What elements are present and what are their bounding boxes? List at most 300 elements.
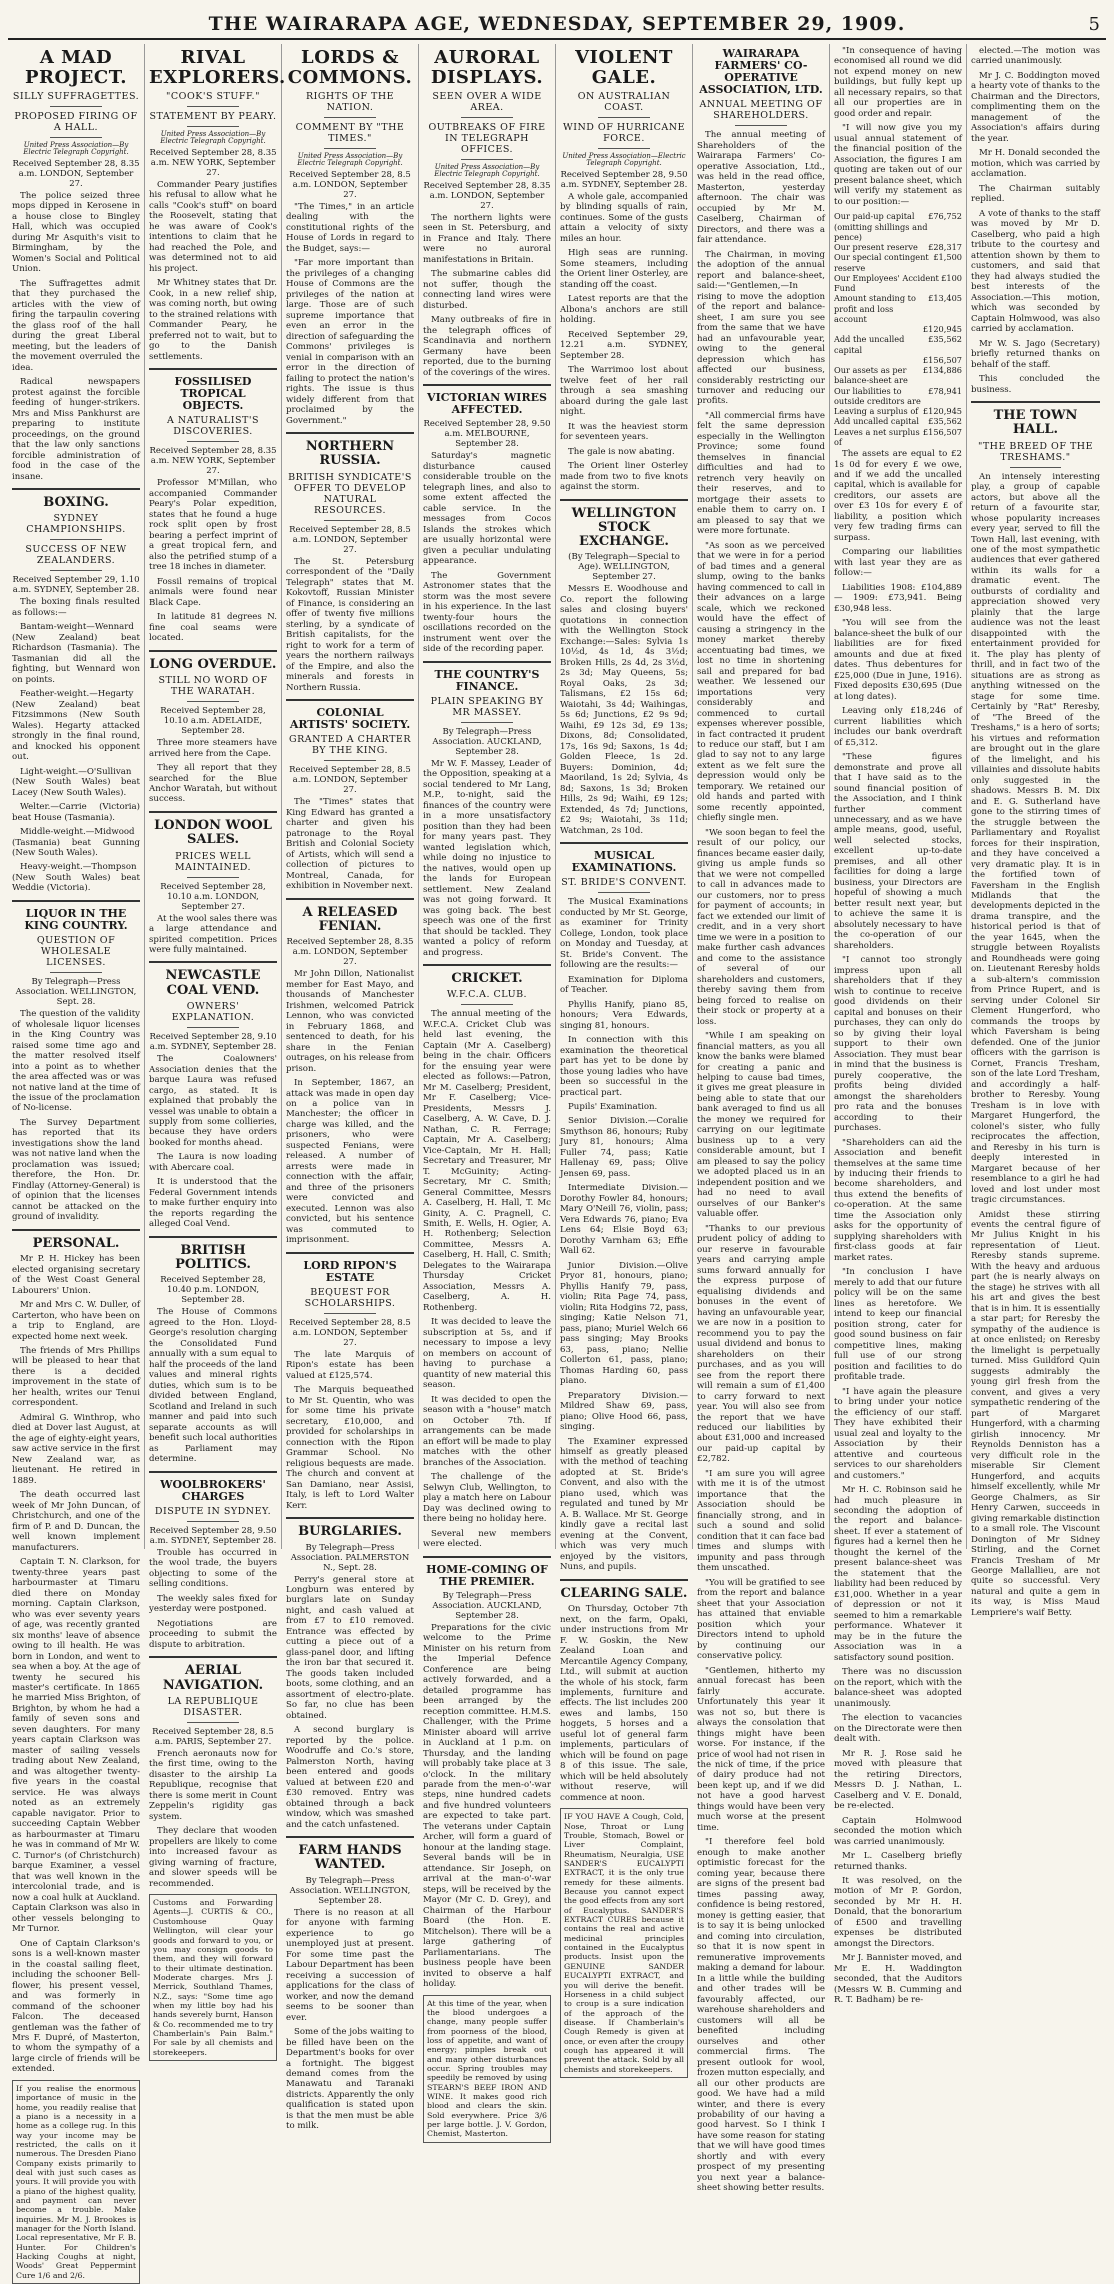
article-dateline: (By Telegraph—Special to Age). WELLINGTON, September 27. [568, 552, 680, 583]
article-subheading: "COOK'S STUFF." [166, 90, 260, 102]
table-label: Leaving a surplus of [834, 406, 919, 417]
article-paragraph: In connection with this examination the theoretical part has yet to be done by those young ladies who have been so successful in the practical part. [560, 1035, 688, 1098]
short-rule [1010, 467, 1062, 468]
article-headline: WAIRARAPA FARMERS' CO-OPERATIVE ASSOCIATION, LTD. [699, 47, 823, 97]
article-headline: LORDS & COMMONS. [287, 47, 413, 88]
wire-credit: United Press Association—By Electric Telegraph Copyright. [160, 129, 266, 146]
article-subheading: OWNERS' EXPLANATION. [171, 1001, 255, 1024]
table-label: Our special contingent reserve [834, 252, 929, 273]
article-subheading: ON AUSTRALIAN COAST. [577, 90, 671, 113]
article-headline: MUSICAL EXAMINATIONS. [571, 849, 677, 875]
section-divider [423, 661, 551, 663]
article-paragraph: "Thanks to our previous prudent policy of adding to our reserve in favourable years and carrying ample sums forward annually for the express purpose of equalising dividends and bonuses in the event of having an unfavourable year, we are now in a position to recommend you to pay the usual dividend and bonus to shareholders on their purchases, and as you will see from the report there will remain a sum of £1,400 to carry forward to next year. You will also see from the report that we have reduced our liabilities by about £31,000 and increased our paid-up capital by £2,782. [697, 1223, 825, 1465]
section-divider [12, 488, 140, 490]
section-divider [149, 1471, 277, 1473]
article-paragraph: Received September 29, 12.21 a.m. SYDNEY, September 28. [560, 329, 688, 361]
article [423, 964, 551, 1550]
article-paragraph: Messrs E. Woodhouse and Co. report the following sales and closing buyers' quotations in connection with the Wellington Stock Exchange:—Sales: Sylvia 1s 10½d, 4s 1d, 4s 3½d; Broken Hills, 2s 4d, 2s 3½d, 2s 3d; May Queens, 5s; Royal Oaks, 2s 3d; Talismans, £2 15s 6d; Waiotahi, 3s 4d; Waihingas, 5s 6d; Junctions, £2 9s 9d; Waihi, £9 12s 3d, £9 13s; Dixons, 8d; Consolidated, 17s, 16s 9d; Saxons, 1s 4d; Golden Fleece, 1s 2d. Buyers: Dominion, 4d; Maoriland, 1s 2d; Sylvia, 4s 8d; Saxons, 1s 3d; Broken Hills, 2s 9d; Waihi, £9 12s; Extended, 4s 7d; Junctions, £2 9s; Waiotahi, 3s 11d; Watchman, 2s 10d. [560, 584, 688, 836]
table-label: Our paid-up capital (omitting shillings and pence) [834, 211, 928, 242]
article-subheading: COMMENT BY "THE TIMES." [295, 121, 405, 144]
article-paragraph: Intermediate Division.—Dorothy Fowler 84, honours; Mary O'Neill 76, violin, pass; Vera Edwards 76, piano; Eva Lens 64; Elsie Boyd 63; Dorothy Varnham 63; Effie Wall 62. [560, 1183, 688, 1257]
short-rule [187, 877, 238, 878]
article-paragraph: Mr W. F. Massey, Leader of the Opposition, speaking at a social tendered to Mr Lang, M.P., to-night, said the finances of the country were in a more unsatisfactory position than they had been for many years past. They wanted legislation which, while doing no injustice to the natives, would open up the lands for European settlement. New Zealand was not going forward. It was going back. The best speech was one of the first that should be tackled. They wanted a policy of reform and progress. [423, 758, 551, 958]
table-value: £120,945 [922, 406, 962, 417]
article [286, 1836, 414, 2132]
article-subheading: SILLY SUFFRAGETTES. [12, 90, 140, 102]
short-rule [324, 760, 375, 761]
table-label: Leaves a net surplus of [834, 426, 920, 447]
short-rule [50, 539, 101, 540]
article-paragraph: Some of the jobs waiting to be filled have been on the Department's books for over a fortnight. The biggest demand comes from the Manawatu and Taranaki districts. Apparently the only qualification is stated upon is that the men must be able to milk. [286, 2027, 414, 2132]
article [149, 650, 277, 805]
news-column [419, 44, 556, 2139]
article-subheading: WIND OF HURRICANE FORCE. [562, 121, 686, 144]
article-paragraph: "We soon began to feel the result of our policy, our finances became easier daily, giving us ample funds so that we were not compelled to call in advances made to our customers, nor to press for payment of accounts; in fact we extended our limit of credit, and in a very short time we were in a position to make further cash advances and come to the assistance of several of our shareholders and customers, thereby saving them from being forced to realise on their stock or property at a loss. [697, 827, 825, 1027]
article-headline: LORD RIPON'S ESTATE [303, 1258, 397, 1284]
article-paragraph: Mr R. J. Rose said he moved with pleasure that the retiring Directors, Messrs D. J. Nathan, L. Caselberg and V. E. Donald, be re-elected. [834, 1748, 962, 1812]
article-subheading: "THE BREED OF THE TRESHAMS." [977, 440, 1094, 463]
table-value: £100 [941, 272, 962, 283]
short-rule [324, 1313, 375, 1314]
article-headline: VICTORIAN WIRES AFFECTED. [427, 391, 547, 417]
article-paragraph: "Far more important than the privileges of a changing House of Commons are the privileges of the nation at large. Those are of such supreme importance that even an error in the direction of safeguarding the Commons' privileges is venial in comparison with an error in the direction of failing to protect the nation's rights. The issue is thus widely different from that proclaimed by the Government." [286, 258, 414, 426]
advertisement-box: Customs and Forwarding Agents—J. CURTIS & CO., Customhouse Quay Wellington, will clear your goods and forward to you, or you may consign goods to them, and they will forward to their ultimate destination. Moderate charges. Mrs J. Merrick, Southland Thames, N.Z., says: "Some time ago when my little boy had his hands severely burnt, Hanson & Co. recommended me to try Chamberlain's Pain Balm." For sale by all chemists and storekeepers. [149, 1894, 277, 2061]
article-paragraph: Mr W. S. Jago (Secretary) briefly returned thanks on behalf of the staff. [971, 338, 1100, 370]
article-paragraph: They declare that wooden propellers are likely to come into increased favour as giving warning of fracture, and slower speeds will be recommended. [149, 1826, 277, 1889]
article-headline: COLONIAL ARTISTS' SOCIETY. [289, 706, 411, 732]
article-paragraph: Several new members were elected. [423, 1528, 551, 1550]
article-headline: LIQUOR IN THE KING COUNTRY. [24, 906, 128, 933]
table-row [834, 416, 962, 426]
article [560, 48, 688, 493]
article-headline: THE TOWN HALL. [993, 408, 1078, 438]
article-subheading: PROPOSED FIRING OF A HALL. [14, 110, 138, 133]
article-paragraph: Mr John Dillon, Nationalist member for East Mayo, and thousands of Manchester Irishmen, welcomed Patrick Lennon, who was convicted in February 1868, and sentenced to death, for his share in the Fenian outrages, on his release from prison. [286, 969, 414, 1074]
article-dateline: Received September 28, 9.50 a.m. SYDNEY, September 28. [149, 1525, 277, 1546]
article-paragraph: Heavy-weight.—Thompson (New South Wales) beat Weddie (Victoria). [12, 862, 140, 894]
article [149, 47, 286, 362]
short-rule [598, 892, 649, 893]
table-label: Add the uncalled capital [834, 334, 905, 355]
article-paragraph: "I cannot too strongly impress upon all shareholders that if they wish to continue to receive good dividends on their capital and bonuses on their purchases, they can only do so by giving their loyal support to their own Association. They must bear in mind that the business is purely cooperative, the profits being divided amongst the shareholders pro rata and the bonuses according to their purchases. [834, 955, 962, 1134]
table-row [834, 252, 962, 273]
article-paragraph: It is understood that the Federal Government intends to make further enquiry into the reports regarding the alleged Coal Vend. [149, 1177, 277, 1230]
article [286, 1252, 414, 1511]
article [149, 811, 277, 956]
article-paragraph: Leaving only £18,246 of current liabilities which includes our bank overdraft of £5,312. [834, 706, 962, 748]
table-value: £35,562 [928, 334, 962, 345]
article-paragraph: The Government Astronomer states that the storm was the most severe in his experience. In the last twenty-four hours the oscillations recorded on the instrument went over the side of the recording paper. [423, 570, 551, 655]
article-dateline: By Telegraph—Press Association. WELLINGTON, September 28. [289, 1875, 411, 1906]
article [423, 48, 551, 378]
article [149, 961, 277, 1229]
article [423, 384, 551, 654]
article-paragraph: Commander Peary justifies his refusal to allow what he calls "Cook's stuff" on board the Roosevelt, stating that he was aware of Cook's intentions to claim that he had reached the Pole, and was determined not to aid his project. [149, 179, 277, 274]
article [149, 1656, 277, 2061]
article-paragraph: The question of the validity of wholesale liquor licenses in the King Country was raised some time ago and the matter resolved itself into a point as to whether the area affected was or was not native land at the time of the issue of the proclamation of No-license. [12, 1009, 140, 1114]
section-divider [560, 842, 688, 844]
news-column [830, 44, 967, 2006]
table-label: Our Employees' Accident Fund [834, 272, 939, 294]
article-dateline: Received September 28, 8.35 a.m. LONDON, September 27. [286, 937, 414, 968]
article [560, 842, 688, 1573]
article-paragraph: "I have again the pleasure to bring under your notice the efficiency of our staff. They have exhibited their usual zeal and loyalty to the Association by their attentive and courteous services to our shareholders and customers." [834, 1386, 962, 1481]
article-paragraph: Middle-weight.—Midwood (Tasmania) beat Gunning (New South Wales). [12, 827, 140, 858]
article-headline: AERIAL NAVIGATION. [162, 1663, 264, 1693]
article-headline: NORTHERN RUSSIA. [305, 439, 395, 469]
article-headline: LONDON WOOL SALES. [154, 817, 272, 848]
section-divider [423, 384, 551, 386]
article-paragraph: The Suffragettes admit that they purchased the articles with the view of firing the tarpaulin covering the glass roof of the hall during the great Liberal meeting, but the leaders of the movement overruled the idea. [12, 278, 140, 373]
table-value: £28,317 [928, 242, 962, 253]
article-subheading: PLAIN SPEAKING BY MR MASSEY. [430, 695, 544, 718]
section-divider [149, 1236, 277, 1238]
article-paragraph: The assets are equal to £2 1s 0d for every £ we owe, and if we add the uncalled capital, which is available for creditors, our assets are over £3 10s for every £ of liability, a position which very few trading firms can surpass. [834, 449, 962, 543]
article-paragraph: It was the heaviest storm for seventeen years. [560, 421, 688, 443]
article-paragraph: Mr H. Donald seconded the motion, which was carried by acclamation. [971, 148, 1100, 180]
table-value: £13,405 [928, 293, 962, 304]
short-rule [50, 972, 101, 973]
table-value: £156,507 [922, 426, 962, 437]
table-value: £134,886 [922, 365, 962, 376]
article [149, 1236, 277, 1465]
article-headline: FOSSILISED TROPICAL OBJECTS. [174, 375, 252, 413]
article-paragraph: Saturday's magnetic disturbance caused considerable trouble on the telegraph lines, and also to some extent affected the cable service. In the messages from Cocos Islands the strokes which are usually horizontal were given a peculiar undulating appearance. [423, 451, 551, 567]
short-rule [187, 106, 238, 107]
article-headline: LONG OVERDUE. [149, 656, 277, 672]
section-divider [12, 900, 140, 902]
article-subheading: SEEN OVER A WIDE AREA. [432, 90, 542, 113]
article-headline: WOOLBROKERS' CHARGES [160, 1477, 266, 1503]
table-row [834, 427, 962, 448]
article [286, 699, 414, 892]
article-paragraph: Admiral G. Winthrop, who died at Dover last August, at the age of eighty-eight years, saw active service in the first New Zealand war, as lieutenant. He retired in 1889. [12, 1412, 140, 1486]
table-row [834, 324, 962, 334]
article-paragraph: Mr L. Caselberg briefly returned thanks. [834, 1851, 962, 1872]
article-paragraph: Mr J. Bannister moved, and Mr E. H. Waddington seconded, that the Auditors (Messrs W. B. Cumming and R. T. Badham) be re- [834, 1953, 962, 2006]
article-paragraph: Radical newspapers protest against the forcible feeding of hunger-strikers. Mrs and Miss Pankhurst are preparing to institute proceedings, on the ground that the law only sanctions forcible administration of food in the case of the insane. [12, 377, 140, 482]
short-rule [187, 1027, 238, 1028]
article-subheading: QUESTION OF WHOLESALE LICENSES. [36, 935, 116, 969]
article-paragraph: Three more steamers have arrived here from the Cape. [149, 738, 277, 759]
table-row [834, 355, 962, 365]
article-paragraph: A second burglary is reported by the police. Woodruffe and Co.'s store, Palmerston North, having been entered and goods valued at between £20 and £30 removed. Entry was obtained through a back window, which was smashed and the catch unfastened. [286, 1725, 414, 1830]
article-dateline: Received September 28, 8.5 a.m. LONDON, September 27. [289, 1317, 411, 1348]
short-rule [324, 520, 375, 521]
article-headline: NEWCASTLE COAL VEND. [165, 968, 261, 998]
article [834, 449, 962, 2006]
short-rule [187, 701, 238, 702]
article-paragraph: The election to vacancies on the Directorate were then dealt with. [834, 1713, 962, 1745]
article-headline: A RELEASED FENIAN. [302, 904, 398, 934]
masthead [8, 6, 1106, 40]
article-headline: WELLINGTON STOCK EXCHANGE. [571, 505, 677, 550]
article-headline: BOXING. [43, 495, 109, 511]
table-label: Our present reserve [834, 242, 918, 253]
news-column [282, 44, 419, 2132]
article-subheading: STILL NO WORD OF THE WARATAH. [158, 675, 268, 698]
article-dateline: Received September 28, 8.5 a.m. LONDON, September 27. [289, 524, 411, 555]
article-headline: FARM HANDS WANTED. [298, 1843, 402, 1873]
section-divider [286, 1836, 414, 1838]
article-paragraph: The gale is now abating. [568, 446, 675, 457]
article-headline: A MAD PROJECT. [24, 47, 128, 88]
article-subheading: ANNUAL MEETING OF SHAREHOLDERS. [699, 99, 823, 122]
article [12, 900, 140, 1223]
article-headline: CLEARING SALE. [560, 1585, 688, 1601]
advertisement-box: At this time of the year, when the blood undergoes a change, many people suffer from poorness of the blood, loss of appetite, and want of energy; pimples break out and many other disturbances occur. Spring troubles may speedily be removed by using STEARN'S BEEF IRON AND WINE. It makes good rich blood and clears the skin. Sold everywhere. Price 3/6 per large bottle. J. V. Gordon, Chemist, Masterton. [423, 1995, 551, 2143]
article-paragraph: The St. Petersburg correspondent of the "Daily Telegraph" states that M. Kokovtoff, Russian Minister of Finance, is considering an offer of twenty five millions sterling, by a syndicate of British capitalists, for the right to work for a term of years the northern railways of the Empire, and also the minerals and forests in Northern Russia. [286, 556, 414, 693]
short-rule [187, 126, 238, 127]
article [149, 1471, 277, 1651]
article-dateline: By Telegraph—Press Association. AUCKLAND, September 28. [432, 726, 542, 757]
table-label: Our assets as per balance-sheet are [834, 365, 908, 386]
article-dateline: Received September 28, 8.35 a.m. LONDON, September 27. [423, 180, 551, 211]
article [12, 1229, 140, 2284]
section-divider [286, 1517, 414, 1519]
article-paragraph: An intensely interesting play, a group of capable actors, but above all the return of a favourite star, whose popularity increases every year, served to fill the Town Hall, last evening, with one of the most sympathetic audiences that ever gathered within its walls for a dramatic event. The outbursts of cordiality and appreciation showed very plainly that the large audience was not the least disappointed with the entertainment provided for it. The play has plenty of thrill, and in fact two of the situations are as strong as anything witnessed on the stage for some time. Certainly by "Rat" Reresby, of "The Breed of the Treshams," is a hero of sorts; his virtues and reformation are brought out in the glare of the limelight, and his villainies and dissolute habits only suggested in the shadows. Messrs B. M. Dix and E. G. Sutherland have gone to the stirring times of the struggle between the Parliamentary and Royalist forces for their inspiration, and they have conceived a very dramatic play. It is in the fortified town of Faversham in the English Midlands that the developments depicted in the drama transpire, and the historical period is that of the year 1645, when the struggle between Royalists and Roundheads were going on. Lieutenant Reresby holds a sub-altern's commission from Prince Rupert, and is serving under Colonel Sir Clement Hungerford, who commands the troops by which Faversham is being defended. One of the junior officers with the garrison is Cornet, Francis Tresham, son of the late Lord Tresham, and accordingly a half-brother to Reresby. Young Tresham is in love with Margaret Hungerford, the colonel's sister, who fully reciprocates the affection, and Reresby in his turn is deeply interested in Margaret because of her resemblance to a girl he had loved and lost under most tragic circumstances. [971, 471, 1100, 1206]
article-paragraph: The boxing finals resulted as follows:— [12, 597, 140, 618]
article-dateline: Received September 28, 9.50 a.m. MELBOURNE, September 28. [423, 419, 551, 450]
article-paragraph: Preparatory Division.—Mildred Shaw 69, pass, piano; Olive Hood 66, pass, singing. [560, 1390, 688, 1433]
short-rule [461, 1004, 512, 1005]
section-divider [560, 1579, 688, 1581]
article-paragraph: The challenge of the Selwyn Club, Wellington, to play a match here on Labour Day was declined owing to there being no holiday here. [423, 1472, 551, 1525]
article-dateline: Received September 28, 8.35 a.m. NEW YORK, September 27. [149, 147, 277, 178]
article-paragraph: One of Captain Clarkson's sons is a well-known master in the coastal sailing fleet, including the schooner Bell-flower, his present vessel, and was formerly in command of the schooner Falcon. The deceased gentleman was the father of Mrs F. Dupré, of Masterton, to whom the sympathy of a large circle of friends will be extended. [12, 1938, 140, 2075]
table-row [834, 365, 962, 386]
article-paragraph: The "Times" states that King Edward has granted a charter and given his patronage to the Royal British and Colonial Society of Artists, which will send a collection of pictures to Montreal, Canada, for exhibition in November next. [286, 797, 414, 892]
table-row [834, 334, 962, 355]
section-divider [149, 368, 277, 370]
article-paragraph: The Survey Department has reported that its investigations show the land was not native land when the proclamation was issued; therefore, the Hon. Dr. Findlay (Attorney-General) is of opinion that the licenses cannot be attacked on the ground of invalidity. [12, 1117, 141, 1223]
article [286, 48, 414, 426]
section-divider [149, 650, 277, 652]
article [149, 368, 277, 644]
article-paragraph: "Gentlemen, hitherto my annual forecast has been fairly accurate. Unfortunately this year it was not so, but there is always the consolation that things might have been worse. For instance, if the price of wool had not risen in the nick of time, if the price of dairy produce had not been kept up, and if we did not have a good harvest things would have been very much worse at the present time. [697, 1665, 825, 1833]
article-paragraph: "In conclusion I have merely to add that our future policy will be on the same lines as heretofore. We intend to keep our financial position strong, cater for good sound business on fair competitive lines, making full use of our strong position and facilities to do profitable trade. [834, 1267, 962, 1383]
article-paragraph: Junior Division.—Olive Pryor 81, honours, piano; Phyllis Hanify 79, pass, violin; Rita Page 74, pass, violin; Rita Hodgins 72, pass, singing; Katie Nelson 71, pass, piano; Muriel Welch 66 pass singing; May Brooks 63, pass, piano; Nellie Collerton 61, pass, piano; Thomas Harding 60, pass piano. [560, 1260, 688, 1387]
article-paragraph: The annual meeting of the W.F.C.A. Cricket Club was held last evening, the Captain (Mr A. Caselberg) being in the chair. Officers for the ensuing year were elected as follows:—Patron, Mr M. Caselberg; President, Mr F. Caselberg; Vice-Presidents, Messrs J. Caselberg, A. W. Cave, D. J. Nathan, C. R. Ferrage; Captain, Mr A. Caselberg; Vice-Captain, Mr H. Hall; Secretary and Treasurer, Mr T. McGuinity; Acting-Secretary, Mr C. Smith; General Committee, Messrs A. Caselberg, H. Hall, T. Mc Ginity, A. C. Pragnell, C. Smith, E. Wells, H. Ogier, A. H. Rothenberg; Selection Committee, Messrs A. Caselberg, H. Hall, C. Smith; Delegates to the Wairarapa Thursday Cricket Association, Messrs A. Caselberg, A. H. Rothenberg. [423, 1009, 551, 1313]
short-rule [187, 1521, 238, 1522]
table-row [834, 242, 962, 252]
table-value: £156,507 [922, 354, 962, 365]
article-paragraph: Captain Holmwood seconded the motion which was carried unanimously. [834, 1815, 962, 1847]
article-headline: THE COUNTRY'S FINANCE. [434, 667, 540, 693]
section-divider [423, 1556, 551, 1558]
article-paragraph: The submarine cables did not suffer, though the connecting land wires were disturbed. [423, 269, 551, 311]
short-rule [324, 117, 375, 118]
section-divider [149, 1656, 277, 1658]
article-paragraph: The Orient liner Osterley made from two to five knots against the storm. [560, 461, 688, 493]
short-rule [50, 570, 101, 571]
article-dateline: Received September 28, 9.10 a.m. SYDNEY, September 28. [149, 1032, 277, 1053]
article-paragraph: Mr P. H. Hickey has been elected organising secretary of the West Coast General Labourers' Union. [12, 1254, 140, 1296]
table-value: £78,941 [928, 385, 962, 396]
article-paragraph: The Chairman, in moving the adoption of the annual report and balance-sheet, said:—"Gentlemen,—In rising to move the adoption of the report and balance-sheet, I am sure you see from the same that we have had an unfavourable year, owing to the general depression which has affected our business, considerably restricting our turnover and reducing our profits. [697, 249, 825, 407]
article-dateline: Received September 28, 8.5 a.m. LONDON, September 27. [289, 765, 411, 796]
section-divider [286, 1252, 414, 1254]
advertisement-box: If you realise the enormous importance of music in the home, you readily realise that a piano is a necessity in a home as a college rug. In this way your income may be restricted, the calls on it numerous. The Dresden Piano Company exists primarily to deal with just such cases as yours. It will provide you with a piano of the highest quality, and payment can never become a trouble. Make inquiries. Mr M. J. Brookes is manager for the North Island. Local representative, Mr F. B. Hunter. For Children's Hacking Coughs at night, Woods' Great Peppermint Cure 1/6 and 2/6. [12, 2080, 140, 2284]
article-dateline: Received September 28, 10.10 a.m. LONDON, September 27. [160, 881, 266, 912]
article-paragraph: The police seized three mops dipped in Kerosene in a house close to Bingley Hall, which was occupied during Mr Asquith's visit to Birmingham, by the Women's Social and Political Union. [12, 190, 140, 275]
table-row [834, 386, 962, 407]
article-dateline: Received September 28, 8.35 a.m. NEW YORK, September 27. [149, 446, 277, 477]
article [560, 499, 688, 837]
article-paragraph: This concluded the business. [971, 374, 1100, 395]
article [423, 1556, 551, 2143]
article-paragraph: "I am sure you will agree with me it is of the utmost importance that the Association should be financially strong, and in such a sound and solid condition that it can face bad times and slumps with impunity and pass through them unscathed. [697, 1468, 825, 1574]
article-paragraph: Welter.—Carrie (Victoria) beat House (Tasmania). [12, 802, 140, 823]
article-paragraph: The northern lights were seen in St. Petersburg, and in France and Italy. There were no auroral manifestations in Britain. [423, 212, 551, 265]
article-dateline: By Telegraph—Press Association. AUCKLAND, September 28. [432, 1590, 542, 1621]
table-value: £1,500 [933, 252, 962, 263]
article-paragraph: A vote of thanks to the staff was moved by Mr D. Caselberg, who paid a high tribute to the courtesy and attention shown by them to customers, and said that they had always studied the best interests of the Association.—This motion, which was seconded by Captain Holmwood, was also carried by acclamation. [971, 208, 1100, 335]
article-paragraph: It was resolved, on the motion of Mr P. Gordon, seconded by Mr H. H. Donald, that the bonorarium of £500 and travelling expenses be distributed amongst the Directors. [834, 1875, 962, 1949]
article-paragraph: The weekly sales fixed for yesterday were postponed. [149, 1593, 277, 1615]
financial-table [834, 211, 962, 447]
short-rule [598, 117, 649, 118]
article-paragraph: In latitude 81 degrees N. fine coal seams were located. [149, 612, 277, 644]
article-dateline: Received September 28, 8.5 a.m. LONDON, September 27. [289, 169, 411, 200]
article-subheading: ST. BRIDE'S CONVENT. [561, 877, 687, 889]
article-paragraph: The annual meeting of Shareholders of the Wairarapa Farmers' Co-operative Association, Ltd., was held in the read office, Masterton, yesterday afternoon. The chair was occupied by Mr M. Caselberg, Chairman of Directors, and there was a fair attendance. [697, 130, 825, 246]
short-rule [324, 148, 375, 149]
section-divider [286, 699, 414, 701]
article-paragraph: "I will now give you my usual annual statement of the financial position of the Association, the figures I am quoting are taken out of our present balance sheet, which will verify my statement as to our position:— [834, 123, 962, 207]
advertisement-box: IF YOU HAVE A Cough, Cold, Nose, Throat or Lung Trouble, Stomach, Bowel or Liver Complaint, Rheumatism, Neuralgia, USE SANDER'S EUCALYPTI EXTRACT, it is the only true remedy for these ailments. Because you cannot expect the good effects from any sort of Eucalyptus. SANDER'S EXTRACT CURES because it contains the real and active medicinal principles contained in the Eucalyptus products. Insist upon the GENUINE SANDER EUCALYPTI EXTRACT, and you will derive the benefit. Horseness in a child subject to croup is a sure indication of the approach of the disease. If Chamberlain's Cough Remedy is given at once, or even after the croupy cough has appeared it will prevent the attack. Sold by all chemists and storekeepers. [560, 1808, 688, 2078]
news-column [556, 44, 693, 2074]
article-paragraph: On Thursday, October 7th next, on the farm, Opaki, under instructions from Mr F. W. Goskin, the New Zealand Loan and Mercantile Agency Company, Ltd., will submit at auction the whole of his stock, farm implements, furniture and effects. The list includes 200 ewes and lambs, 150 hoggets, 5 horses and a useful lot of general farm implements, particulars of which will be found on page 8 of this issue. The sale, which will be held absolutely without reserve, will commence at noon. [560, 1604, 688, 1803]
short-rule [735, 125, 786, 126]
article-subheading: GRANTED A CHARTER BY THE KING. [288, 734, 412, 757]
article-paragraph: Mr Whitney states that Dr. Cook, in a new relief ship, was coming north, but owing to the strained relations with Commander Peary, he preferred not to wait, but to go to the Danish settlements. [149, 278, 277, 362]
table-value: £76,752 [928, 211, 962, 222]
article-paragraph: Light-weight.—O'Sullivan (New South Wales) beat Lacey (New South Wales). [12, 766, 140, 798]
article-subheading: SUCCESS OF NEW ZEALANDERS. [25, 544, 127, 567]
article-dateline: Received September 28, 10.40 p.m. LONDON, September 28. [160, 1275, 266, 1306]
short-rule [461, 159, 512, 160]
article-dateline: Received September 29, 1.10 a.m. SYDNEY, September 28. [12, 575, 140, 596]
article-subheading: SYDNEY CHAMPIONSHIPS. [26, 513, 126, 536]
article-paragraph: Bantam-weight—Wennard (New Zealand) beat Richardson (Tasmania). The Tasmanian did all the fighting, but Wennard won on points. [12, 622, 140, 685]
article-paragraph: They all report that they searched for the Blue Anchor Waratah, but without success. [149, 763, 277, 805]
table-row [834, 293, 962, 324]
article-paragraph: Mr J. C. Boddington moved a hearty vote of thanks to the Chairman and the Directors, complimenting them on the management of the Association's affairs during the year. [971, 70, 1100, 144]
article-headline: VIOLENT GALE. [575, 47, 673, 88]
article [286, 432, 414, 693]
article-paragraph: There is no reason at all for anyone with farming experience to go unemployed just at present. For some time past the Labour Department has been receiving a succession of applications for the class of worker, and now the demand seems to be sooner than ever. [286, 1907, 415, 2023]
newspaper-title: THE WAIRARAPA AGE, WEDNESDAY, SEPTEMBER 29, 1909. [208, 13, 906, 35]
short-rule [50, 137, 101, 138]
article-dateline: Received September 28, 8.35 a.m. LONDON, September 27. [12, 158, 140, 189]
article-headline: HOME-COMING OF THE PREMIER. [426, 1562, 548, 1588]
article [834, 46, 962, 447]
article-paragraph: The Laura is now loading with Abercare coal. [149, 1152, 277, 1173]
article-paragraph: Preparations for the civic welcome to the Prime Minister on his return from the Imperial Defence Conference are being actively forwarded, and a detailed programme has been arranged by the reception committee. H.M.S. Challenger, with the Prime Minister aboard will arrive in Auckland at 1 p.m. on Thursday, and the landing will probably take place at 3 o'clock. In the military parade from the men-o'-war steps, nine hundred cadets and five hundred volunteers are expected to take part. The veterans under Captain Archer, will form a guard of honour at the landing stage. Several bands will be in attendance. Sir Joseph, on arrival at the man-o'-war steps, will be received by the Mayor (Mr C. D. Grey), and Chairman of the Harbour Board (the Hon. E. Mitchelson). There will be a large gathering of Parliamentarians. The business people have been invited to observe a half holiday. [423, 1622, 551, 1990]
short-rule [461, 117, 512, 118]
article [286, 1517, 414, 1830]
article-paragraph: "As soon as we perceived that we were in for a period of bad times and a general slump, owing to the banks having commenced to call in their advances on a large scale, which we reckoned would have the effect of causing a stringency in the money market thereby accentuating bad times, we lost no time in shortening sail and prepared for bad weather. We lessened our importations very considerably and commenced to curtail expenses wherever possible, in fact contracted it prudent to reduce our staff, but I am glad to say not to any large extent as we felt sure the depression would only be temporary. We retained our old hands and parted with some recently appointed, chiefly single men. [697, 540, 825, 824]
article-paragraph: The death occurred last week of Mr John Duncan, of Christchurch, and one of the firm of P. and D. Duncan, the well known implement manufacturers. [12, 1490, 140, 1553]
article-paragraph: "Shareholders can aid the Association and benefit themselves at the same time by inducing their friends to become shareholders, and thus extend the benefits of co-operation. At the same time the Association only asks for the opportunity of supplying shareholders with first-class goods at fair market rates. [834, 1137, 962, 1263]
article-paragraph: Feather-weight.—Hegarty (New Zealand) beat Fitzsimmons (New South Wales). Hegarty attacked strongly in the final round, and knocked his opponent out. [12, 689, 140, 763]
article-paragraph: It was decided to open the season with a "house" match on October 7th. If arrangements can be made an effort will be made to play matches with the other branches of the Association. [423, 1394, 551, 1468]
article-paragraph: Latest reports are that the Albona's anchors are still holding. [560, 294, 688, 326]
article [286, 898, 414, 1246]
table-label: Add uncalled capital [834, 416, 920, 427]
article-paragraph: A whole gale, accompanied by blinding squalls of rain, continues. Some of the gusts attain a velocity of sixty miles an hour. [560, 191, 688, 244]
article-paragraph: In September, 1867, an attack was made in open day on a police van in Manchester; the officer in charge was killed, and the prisoners, who were suspected Fenians, were released. A number of arrests were made in connection with the affair, and three of the prisoners were convicted and executed. Lennon was also convicted, but his sentence was commuted to imprisonment. [286, 1078, 414, 1246]
article-subheading: RIGHTS OF THE NATION. [305, 90, 395, 113]
article-paragraph: elected.—The motion was carried unanimously. [971, 46, 1100, 67]
article-paragraph: French aeronauts now for the first time, owing to the disaster to the airship La Republique, recognise that there is some merit in Count Zeppelin's rigidity gas system. [149, 1748, 277, 1822]
page-number: 5 [1088, 14, 1100, 35]
short-rule [187, 441, 238, 442]
article [560, 1579, 688, 2078]
article-paragraph: "You will see from the balance-sheet the bulk of our liabilities are for fixed amounts and due at fixed dates. Thus debentures for £25,000 (Due in June, 1916). Fixed deposits £30,695 (Due at long dates). [834, 618, 962, 702]
wire-credit: United Press Association—Electric Telegraph Copyright. [562, 151, 686, 168]
article-paragraph: At the wool sales there was a large attendance and spirited competition. Prices were fully maintained. [149, 913, 277, 955]
article-paragraph: The Musical Examinations conducted by Mr St. George, as examiner for Trinity College, London, took place on Monday and Tuesday, at St. Bride's Convent. The following are the results:— [560, 897, 688, 971]
article-dateline: Received September 28, 9.50 a.m. SYDNEY, September 28. [560, 169, 688, 190]
article-paragraph: High seas are running. Some steamers, including the Orient liner Osterley, are standing off the coast. [560, 248, 688, 290]
article-paragraph: Many outbreaks of fire in the telegraph offices of Scandinavia and northern Germany have been reported, due to the burning of the coverings of the wires. [423, 315, 551, 378]
article-dateline: By Telegraph—Press Association. WELLINGTON, Sept. 28. [15, 977, 137, 1008]
article-paragraph: The Chairman suitably replied. [971, 183, 1100, 205]
table-label: Our liabilities to outside creditors are [834, 385, 921, 406]
wire-credit: United Press Association—By Electric Telegraph Copyright. [23, 140, 129, 157]
table-value: £120,945 [922, 324, 962, 335]
article-paragraph: It was decided to leave the subscription at 5s, and if necessary to impose a levy on members on account of having to purchase a quantity of new material this season. [423, 1317, 551, 1391]
wire-credit: United Press Association—By Electric Telegraph Copyright. [434, 162, 540, 179]
section-divider [286, 432, 414, 434]
news-column [8, 44, 145, 2280]
article-subheading: STATEMENT BY PEARY. [149, 110, 277, 122]
article-headline: CRICKET. [451, 971, 523, 987]
article-paragraph: The friends of Mrs Phillips will be pleased to hear that there is a decided improvement in the state of her health, writes our Tenui correspondent. [12, 1345, 140, 1409]
section-divider [423, 964, 551, 966]
article-subheading: BRITISH SYNDICATE'S OFFER TO DEVELOP NATURAL RESOURCES. [288, 471, 412, 516]
article-paragraph: Liabilities 1908: £104,889 — 1909: £73,941. Being £30,948 less. [834, 582, 962, 614]
article [12, 48, 140, 482]
article-paragraph: Perry's general store at Longburn was entered by burglars late on Sunday night, and cash valued at from £7 to £10 removed. Entrance was effected by cutting a piece out of a glass-panel door, and lifting the iron bar that secured it. The goods taken included boots, some clothing, and an assortment of electro-plate. So far, no clue has been obtained. [286, 1574, 414, 1721]
article-paragraph: Examination for Diploma of Teacher. [560, 974, 688, 996]
wire-credit: United Press Association—By Electric Telegraph Copyright. [297, 151, 403, 168]
short-rule [598, 148, 649, 149]
article-paragraph: "You will be gratified to see from the report and balance sheet that your Association has attained that enviable position which your Directors intend to uphold by continuing our conservative policy. [697, 1577, 825, 1662]
article-paragraph: Phyllis Hanify, piano 85, honours; Vera Edwards, singing 81, honours. [560, 999, 688, 1031]
article-paragraph: Fossil remains of tropical animals were found near Black Cape. [149, 576, 277, 608]
article-paragraph: The House of Commons agreed to the Hon. Lloyd-George's resolution charging the Consolidated Fund annually with a sum equal to half the proceeds of the land values and mineral rights duties, which sum is to be divided between England, Scotland and Ireland in such manner and paid into such separate accounts as will benefit such local authorities as Parliament may determine. [149, 1307, 277, 1465]
section-divider [286, 898, 414, 900]
article-paragraph: "I therefore feel bold enough to make another optimistic forecast for the coming year, because there are signs of the present bad times passing away, confidence is being restored, money is getting easier, that is to say it is being unlocked and coming into circulation, so that it is now spent in remunerative improvements making a demand for labour. In a little while the building and other trades will be favourably affected, our warehouse shareholders and customers will all be benefited including ourselves and other commercial firms. The present outlook for wool, frozen mutton especially, and all our other products are good. We have had a mild winter, and there is every probability of our having a good harvest. So I think I have some reason for stating that we will have good times shortly and with every prospect of my presenting you next year a balance-sheet showing better results. [697, 1837, 825, 2194]
article-paragraph: "In consequence of having economised all round we did not expend money on new buildings, but fully kept up all necessary repairs, so that all our properties are in good order and repair. [834, 46, 962, 119]
article-subheading: DISPUTE IN SYDNEY. [154, 1505, 272, 1517]
article-paragraph: Captain T. N. Clarkson, for twenty-three years past harbourmaster at Timaru died there on Monday morning. Captain Clarkson, who was ever seventy years of age, was recently granted six months' leave of absence owing to ill health. He was born in London, and went to sea when a boy. At the age of twenty he secured his master's certificate. In 1865 he married Miss Brighton, of Brighton, by whom he had a family of seven sons and seven daughters. For many years captain Clarkson was master of sailing vessels trading about New Zealand, and was altogether twenty-five years in the coastal service. He was always noted as an extremely capable navigator. Prior to succeeding Captain Webber as harbourmaster at Timaru he was in command of Mr W. C. Turnor's (of Christchurch) barque Examiner, a vessel that was well known in the intercolonial trade, and is now a coal hulk at Auckland. Captain Clarkson was also in other vessels belonging to Mr Turnor. [12, 1557, 140, 1935]
article-paragraph: The Examiner expressed himself as greatly pleased with the method of teaching adopted at St. Bride's Convent, and also with the piano used, which was regulated and tuned by Mr A. B. Wallace. Mr St. George kindly gave a recital last evening at the Convent, which was very much enjoyed by the visitors, Nuns, and pupils. [560, 1436, 688, 1573]
article [12, 488, 140, 894]
article-subheading: LA REPUBLIQUE DISASTER. [167, 1695, 259, 1718]
article-paragraph: Mr H. C. Robinson said he had much pleasure in seconding the adoption of the report and balance-sheet. If ever a statement of figures had a kernel then he thought the kernel of the present balance-sheet was the statement that the liability had been reduced by £31,000. Whether in a year of depression or not it seemed to him a remarkable performance. Whatever it may be in the future the Association was in a satisfactory sound position. [834, 1485, 962, 1663]
article-paragraph: Negotiations are proceeding to submit the dispute to arbitration. [149, 1618, 277, 1650]
article-headline: RIVAL EXPLORERS. [149, 47, 286, 88]
section-divider [560, 499, 688, 501]
article-paragraph: Pupils' Examination. [568, 1101, 658, 1112]
columns-container [8, 44, 1106, 2280]
section-divider [149, 961, 277, 963]
article-paragraph: Amidst these stirring events the central figure of Mr Julius Knight in his representation of Lieut. Reresby stands supreme. With the heavy and arduous part (he is nearly always on the stage) he strives with all his art and gives the best that is in him. It is essentially a star part; for Reresby the sympathy of the audience is at once enlisted; on Reresby the limelight is perpetually turned. Miss Guildford Quin suggests admirably the young girl fresh from the convent, and gives a very sympathetic rendering of the part of Margaret Hungerford, with a charming girlish innocency. Mr Reynolds Denniston has a very difficult role in the miserable Sir Clement Hungerford, and acquits himself excellently, while Mr George Chalmers, as Sir Henry Carwen, succeeds in giving remarkable distinction to a small role. The Viscount Donington of Mr Sidney Stirling, and the Cornet Francis Tresham of Mr George Mallallieu, are not quite so successful. Very natural and quite a gem in its way, is Miss Maud Lempriere's waif Betty. [971, 1209, 1100, 1618]
